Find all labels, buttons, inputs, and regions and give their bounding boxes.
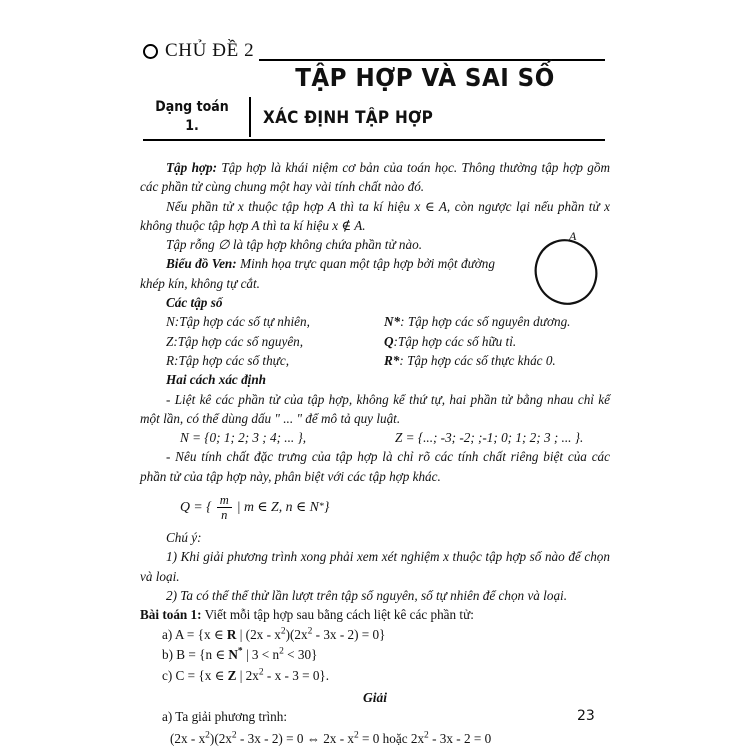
item-a-mid2: )(2x: [285, 626, 308, 642]
page-title: TẬP HỢP VÀ SAI SỐ: [295, 63, 555, 92]
eq-part4: = 0 hoặc 2x: [358, 730, 425, 746]
heading-note: Chú ý:: [166, 530, 202, 546]
set-symbol: Q: [384, 333, 394, 349]
problem-text: Viết mỗi tập hợp sau bằng cách liệt kê các phần tử:: [201, 607, 474, 623]
set-examples-line: [140, 428, 610, 447]
list-item: N:Tập hợp các số tự nhiên,: [166, 314, 310, 330]
eq-part3: - 3x - 2) = 0 ⇔ 2x - x: [236, 730, 354, 746]
element-of-symbol: ∈: [424, 198, 435, 214]
paragraph-listing-method: - Liệt kê các phần tử của tập hợp, không kể thứ tự, hai phần tử bằng nhau chỉ kể một lần, có thể dùng dấu " ... " để mô tả quy luật.: [140, 391, 610, 426]
item-c-mid: | 2x: [236, 667, 259, 683]
list-item: [384, 351, 602, 370]
list-item: Z:Tập hợp các số nguyên,: [166, 333, 304, 349]
set-desc: : Tập hợp các số nguyên dương.: [400, 314, 571, 330]
paragraph-taphop-lead: Tập hợp:: [166, 160, 217, 175]
item-b-sup1: 2: [279, 646, 284, 657]
chapter-label: CHỦ ĐỀ 2: [165, 39, 255, 61]
formula-close: }: [323, 499, 330, 515]
solution-a-equation: [140, 728, 610, 750]
problem-item-b: [140, 645, 610, 666]
solution-a-label: a) Ta giải phương trình:: [162, 709, 288, 725]
solution-heading: Giải: [362, 690, 387, 706]
set-desc: :Tập hợp các số hữu tỉ.: [393, 333, 517, 349]
item-b-prefix: b) B = {n ∈: [162, 647, 229, 663]
paragraph-emptyset: [140, 235, 610, 254]
set-symbol: R*: [384, 352, 400, 368]
problem-type-box: [151, 98, 234, 136]
heading-two-methods: Hai cách xác định: [166, 372, 267, 388]
item-a-set: R: [226, 626, 237, 642]
number-sets-column-left: [166, 312, 384, 370]
problem-item-c: [140, 666, 610, 687]
paragraph-venn: [140, 254, 495, 293]
chapter-heading: [143, 38, 605, 64]
item-c-mid2: - x - 3 = 0}.: [263, 667, 330, 683]
eq-part1: (2x - x: [170, 730, 206, 746]
fraction-m-over-n: [217, 493, 232, 522]
paragraph-property-method: - Nêu tính chất đặc trưng của tập hợp là chỉ rõ các tính chất riêng biệt của các phần tử của tập hợp này, phân biệt với các tập hợp khác.: [140, 449, 610, 484]
paragraph-membership: [140, 197, 610, 236]
eq-sup3: 2: [353, 730, 359, 741]
note-item-2: 2) Ta có thể thể thử lần lượt trên tập số nguyên, số tự nhiên để chọn và loại.: [166, 587, 567, 603]
chapter-rule: [259, 59, 605, 61]
integer-set-example: Z = {...; -3; -2; ;-1; 0; 1; 2; 3 ; ... }.: [395, 430, 584, 446]
item-a-prefix: a) A = {x ∈: [162, 626, 227, 642]
eq-part2: )(2x: [209, 730, 232, 746]
set-desc: : Tập hợp các số thực khác 0.: [399, 352, 556, 368]
item-a-mid: | (2x - x: [236, 626, 281, 642]
fraction-denominator: n: [221, 507, 228, 522]
item-a-mid3: - 3x - 2) = 0}: [312, 626, 386, 642]
problem-statement: [140, 605, 610, 624]
eq-sup4: 2: [424, 730, 429, 741]
rational-set-formula: Q = { $\frac{m}{n}$ | m ∈ Z, n ∈ N * }: [180, 492, 330, 522]
circle-outline-icon: [143, 44, 158, 59]
fraction-numerator: m: [219, 492, 229, 507]
item-b-mid: | 3 < n: [242, 647, 280, 663]
list-item: R:Tập hợp các số thực,: [166, 352, 290, 368]
membership-text-b: A, còn ngược lại nếu phần tử x không thuộc tập hợp A thì ta kí hiệu x: [140, 198, 610, 233]
page-number: 23: [577, 708, 595, 724]
problem-item-a: [140, 625, 610, 646]
not-element-of-symbol: ∉: [341, 217, 352, 233]
paragraph-taphop: [140, 158, 610, 197]
emptyset-text-a: Tập rỗng: [166, 237, 219, 253]
paragraph-venn-text: Minh họa trực quan một tập hợp bởi một đường khép kín, không tự cắt.: [140, 256, 495, 291]
emptyset-text-b: là tập hợp không chứa phần tử nào.: [229, 237, 423, 253]
list-item: [384, 312, 602, 331]
set-symbol: N*: [384, 314, 401, 330]
item-c-set: Z: [227, 667, 237, 683]
list-item: [384, 332, 602, 351]
empty-set-symbol: ∅: [218, 237, 230, 253]
item-c-sup1: 2: [258, 667, 264, 678]
item-b-mid2: < 30}: [283, 647, 318, 663]
item-a-sup2: 2: [307, 626, 313, 637]
problem-type-number: 1.: [185, 117, 199, 134]
membership-text-c: A.: [351, 217, 366, 233]
item-b-set: N: [228, 647, 238, 663]
item-c-prefix: c) C = {x ∈: [162, 667, 228, 683]
membership-text-a: Nếu phần tử x thuộc tập hợp A thì ta kí hiệu x: [166, 198, 425, 214]
note-item-1: 1) Khi giải phương trình xong phải xem xét nghiệm x thuộc tập hợp số nào để chọn và loại.: [140, 549, 610, 584]
formula-body: | m ∈ Z, n ∈ N: [236, 499, 319, 515]
venn-set-label: A: [569, 229, 577, 243]
header-bottom-rule: [143, 139, 605, 141]
number-sets-list: [140, 312, 610, 370]
heading-number-sets: Các tập số: [166, 295, 223, 311]
document-body: [140, 158, 610, 750]
header-vertical-divider: [249, 97, 251, 137]
item-b-star: *: [237, 646, 243, 657]
paragraph-taphop-text: Tập hợp là khái niệm cơ bản của toán học. Thông thường tập hợp gồm các phần tử cùng chung một hay vài tính chất nào đó.: [140, 160, 611, 195]
paragraph-venn-lead: Biểu đồ Ven:: [166, 256, 237, 272]
eq-part5: - 3x - 2 = 0: [428, 730, 492, 746]
eq-sup2: 2: [231, 730, 237, 741]
section-title: XÁC ĐỊNH TẬP HỢP: [263, 108, 434, 128]
problem-label: Bài toán 1:: [140, 607, 202, 623]
eq-sup1: 2: [205, 730, 210, 741]
problem-type-label: Dạng toán: [155, 99, 229, 115]
natural-set-example: N = {0; 1; 2; 3 ; 4; ... },: [180, 430, 307, 446]
number-sets-column-right: [384, 312, 602, 370]
item-a-sup1: 2: [280, 626, 286, 637]
formula-lead: Q = {: [180, 499, 212, 515]
